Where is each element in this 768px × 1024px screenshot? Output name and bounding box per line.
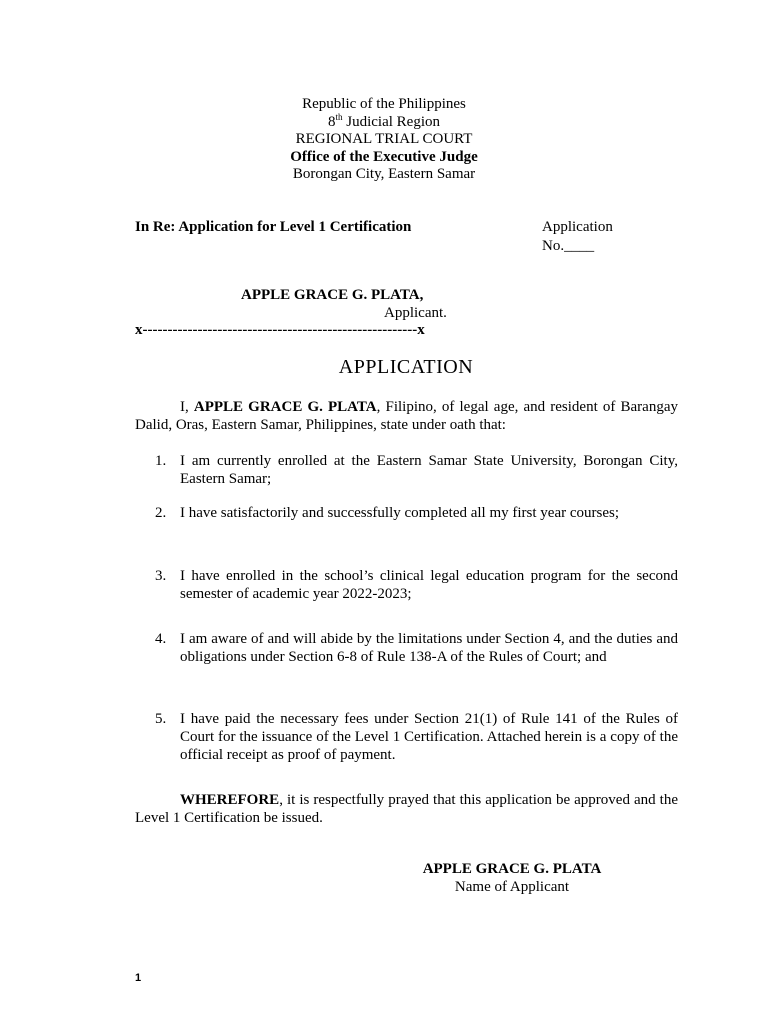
application-label: Application xyxy=(542,219,613,235)
header-republic: Republic of the Philippines xyxy=(302,96,466,112)
header-region-suffix: th xyxy=(335,111,343,122)
list-item-text: I am currently enrolled at the Eastern Samar State University, Borongan City, Eastern Samar; xyxy=(180,453,678,487)
prayer-paragraph xyxy=(135,791,678,827)
header-court: REGIONAL TRIAL COURT xyxy=(295,131,473,147)
list-item-number: 3. xyxy=(155,568,167,584)
list-item-number: 1. xyxy=(155,453,167,469)
header-location: Borongan City, Eastern Samar xyxy=(292,166,476,182)
header-region-text: Judicial Region xyxy=(342,113,440,130)
intro-prefix: I, xyxy=(180,399,194,415)
list-item-text: I am aware of and will abide by the limitations under Section 4, and the duties and obligations under Section 6-8 of Rule 138-A of the Rules of Court; and xyxy=(180,631,678,665)
page-number: 1 xyxy=(135,972,142,984)
applicant-name: APPLE GRACE G. PLATA, xyxy=(241,287,424,303)
list-item-text: I have paid the necessary fees under Section 21(1) of Rule 141 of the Rules of Court for the issuance of the Level 1 Certification. Attached herein is a copy of the official receipt as proof of payment. xyxy=(180,711,678,763)
applicant-role: Applicant. xyxy=(384,305,447,321)
intro-rest: , Filipino, of legal age, and resident of Barangay Dalid, Oras, Eastern Samar, Philippines, state under oath that: xyxy=(135,399,678,433)
intro-paragraph xyxy=(135,398,678,434)
signature-label: Name of Applicant xyxy=(454,879,570,895)
list-item-number: 2. xyxy=(155,505,167,521)
caption-divider: x-------------------------------------------------------x xyxy=(135,322,425,338)
signature-block xyxy=(382,860,642,896)
list-item-text: I have satisfactorily and successfully completed all my first year courses; xyxy=(180,505,620,521)
application-number: No.____ xyxy=(542,238,595,254)
header-judicial-region xyxy=(0,111,768,132)
court-header xyxy=(0,96,768,184)
list-item-text: I have enrolled in the school’s clinical legal education program for the second semester of academic year 2022-2023; xyxy=(180,568,678,602)
document-title: APPLICATION xyxy=(338,356,474,378)
case-title: In Re: Application for Level 1 Certification xyxy=(135,219,412,235)
signature-name: APPLE GRACE G. PLATA xyxy=(422,861,602,877)
list-item-number: 5. xyxy=(155,711,167,727)
prayer-wherefore: WHEREFORE xyxy=(180,792,280,808)
intro-name: APPLE GRACE G. PLATA xyxy=(193,399,377,415)
list-item-number: 4. xyxy=(155,631,167,647)
prayer-rest: , it is respectfully prayed that this application be approved and the Level 1 Certification be issued. xyxy=(135,792,678,826)
header-region-number: 8 xyxy=(327,113,336,130)
header-office: Office of the Executive Judge xyxy=(290,148,478,165)
